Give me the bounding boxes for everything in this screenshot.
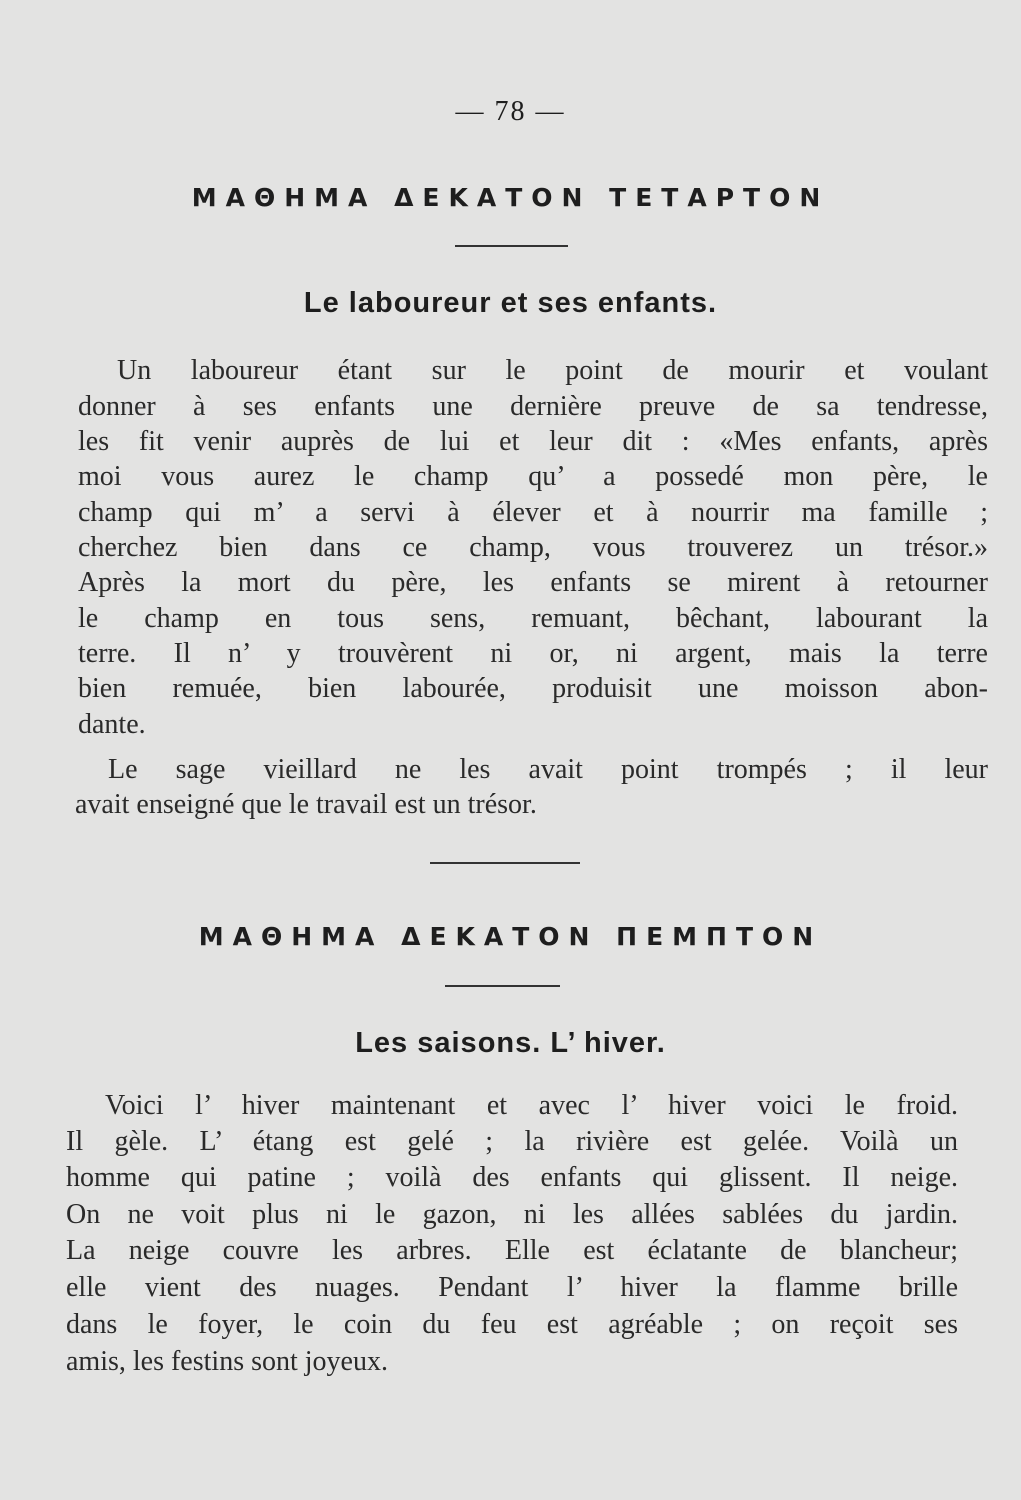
text-line: Le sage vieillard ne les avait point trompés ; il leur <box>108 754 988 785</box>
text-line: La neige couvre les arbres. Elle est éclatante de blancheur; <box>66 1235 958 1266</box>
divider <box>430 862 580 864</box>
lesson-heading: ΜΑΘΗΜΑ ΔΕΚΑΤΟΝ ΤΕΤΑΡΤΟΝ <box>191 183 830 212</box>
text-line: donner à ses enfants une dernière preuve de sa tendresse, <box>78 391 988 422</box>
text-line: moi vous aurez le champ qu’ a possedé mon père, le <box>78 461 988 492</box>
lesson-title: Les saisons. L’ hiver. <box>355 1027 666 1059</box>
text-line: Il gèle. L’ étang est gelé ; la rivière est gelée. Voilà un <box>66 1126 958 1157</box>
divider <box>445 985 560 987</box>
text-line: dans le foyer, le coin du feu est agréable ; on reçoit ses <box>66 1309 958 1340</box>
lesson-heading: ΜΑΘΗΜΑ ΔΕΚΑΤΟΝ ΠΕΜΠΤΟΝ <box>198 922 823 951</box>
text-line: cherchez bien dans ce champ, vous trouverez un trésor.» <box>78 532 988 563</box>
text-line: amis, les festins sont joyeux. <box>66 1346 388 1377</box>
text-line: bien remuée, bien labourée, produisit une moisson abon- <box>78 673 988 704</box>
text-line: Après la mort du père, les enfants se mirent à retourner <box>78 567 988 598</box>
text-line: dante. <box>78 709 146 740</box>
text-line: elle vient des nuages. Pendant l’ hiver la flamme brille <box>66 1272 958 1303</box>
divider <box>455 245 568 247</box>
text-line: homme qui patine ; voilà des enfants qui glissent. Il neige. <box>66 1162 958 1193</box>
text-line: terre. Il n’ y trouvèrent ni or, ni argent, mais la terre <box>78 638 988 669</box>
text-line: Voici l’ hiver maintenant et avec l’ hiver voici le froid. <box>105 1090 958 1121</box>
text-line: le champ en tous sens, remuant, bêchant, labourant la <box>78 603 988 634</box>
text-line: champ qui m’ a servi à élever et à nourrir ma famille ; <box>78 497 988 528</box>
text-line: les fit venir auprès de lui et leur dit : «Mes enfants, après <box>78 426 988 457</box>
text-line: On ne voit plus ni le gazon, ni les allées sablées du jardin. <box>66 1199 958 1230</box>
text-line: avait enseigné que le travail est un trésor. <box>75 789 537 820</box>
page-number: — 78 — <box>455 96 566 127</box>
lesson-title: Le laboureur et ses enfants. <box>303 287 718 319</box>
text-line: Un laboureur étant sur le point de mourir et voulant <box>117 355 988 386</box>
